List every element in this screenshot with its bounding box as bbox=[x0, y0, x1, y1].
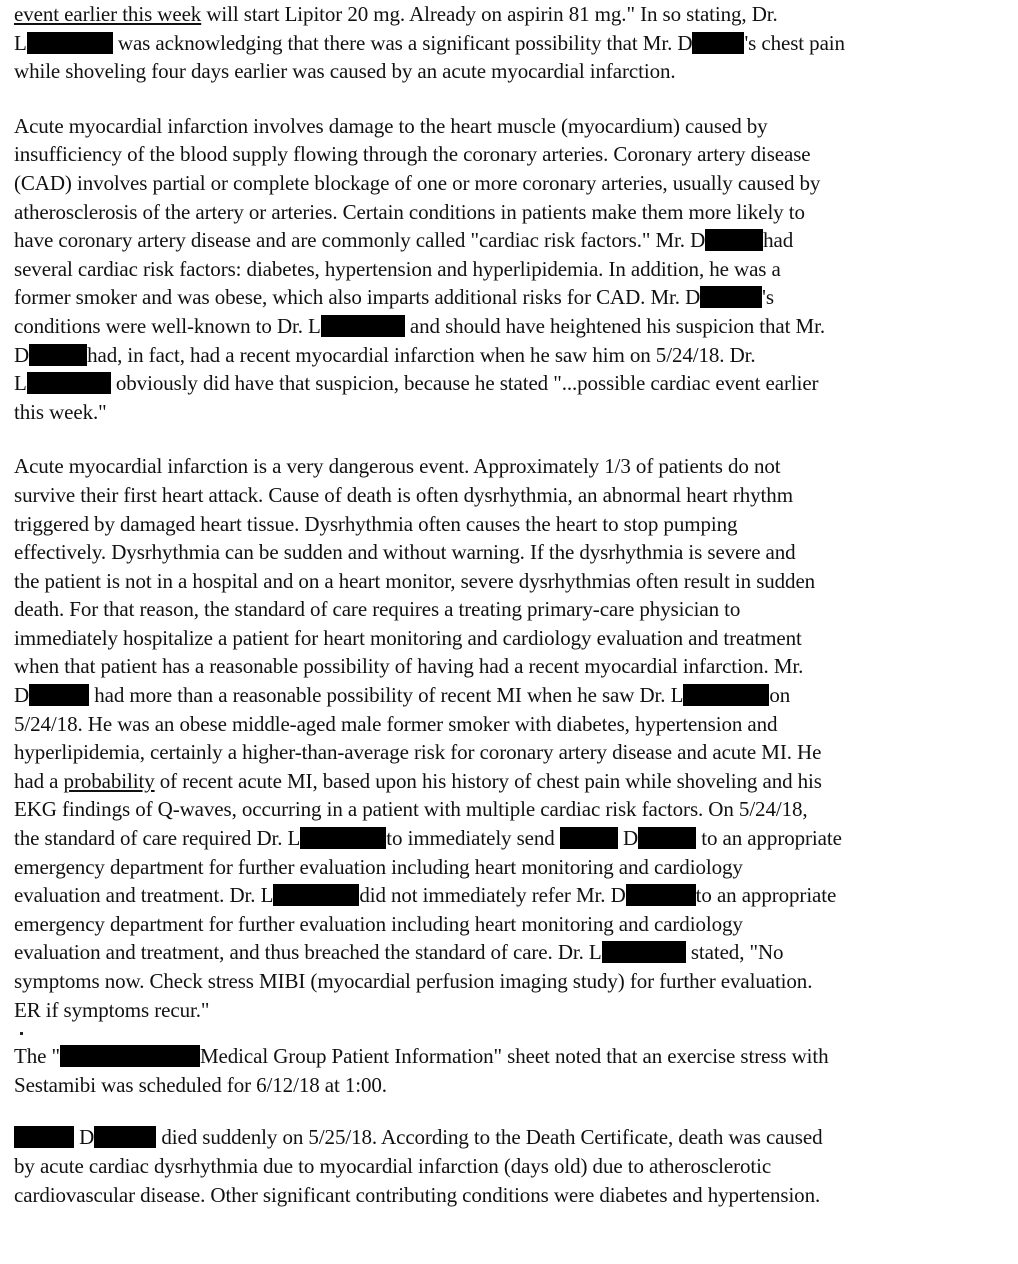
text-line: D had, in fact, had a recent myocardial infarction when he saw him on 5/24/18. Dr. bbox=[14, 342, 756, 367]
text-line: by acute cardiac dysrhythmia due to myocardial infarction (days old) due to atherosclerotic bbox=[14, 1153, 772, 1178]
text-line: death. For that reason, the standard of care requires a treating primary-care physician to bbox=[14, 597, 741, 622]
redaction-box bbox=[700, 286, 762, 308]
text-line: emergency department for further evaluation including heart monitoring and cardiology bbox=[14, 911, 743, 936]
text-line: ER if symptoms recur." bbox=[14, 997, 210, 1022]
stray-mark bbox=[20, 1032, 23, 1035]
redaction-box bbox=[60, 1045, 200, 1067]
text-line: this week." bbox=[14, 399, 107, 424]
redaction-box bbox=[705, 229, 763, 251]
paragraph-2 bbox=[14, 112, 1000, 427]
text-line: conditions were well-known to Dr. L and should have heightened his suspicion that Mr. bbox=[14, 313, 825, 338]
text-line: evaluation and treatment. Dr. L did not immediately refer Mr. D to an appropriate bbox=[14, 883, 837, 908]
text-line: had a probability of recent acute MI, based upon his history of chest pain while shoveling and his bbox=[14, 768, 822, 793]
text-line: EKG findings of Q-waves, occurring in a patient with multiple cardiac risk factors. On 5/24/18, bbox=[14, 797, 808, 822]
paragraph-3 bbox=[14, 452, 1000, 1024]
text-line: Acute myocardial infarction involves damage to the heart muscle (myocardium) caused by bbox=[14, 113, 768, 138]
redaction-box bbox=[638, 827, 696, 849]
text-line: evaluation and treatment, and thus breached the standard of care. Dr. L stated, "No bbox=[14, 940, 784, 965]
text-line: triggered by damaged heart tissue. Dysrhythmia often causes the heart to stop pumping bbox=[14, 511, 738, 536]
stray-mark-row bbox=[14, 1028, 1000, 1042]
underlined-text: event earlier this week bbox=[14, 2, 202, 26]
redaction-box bbox=[683, 684, 769, 706]
text-line: effectively. Dysrhythmia can be sudden and without warning. If the dysrhythmia is severe and bbox=[14, 540, 796, 565]
paragraph-5 bbox=[14, 1123, 1000, 1209]
redaction-box bbox=[692, 32, 744, 54]
redaction-box bbox=[602, 941, 686, 963]
text-line: atherosclerosis of the artery or arteries. Certain conditions in patients make them more likely to bbox=[14, 199, 805, 224]
text-line: when that patient has a reasonable possibility of having had a recent myocardial infarction. Mr. bbox=[14, 654, 804, 679]
text-line: immediately hospitalize a patient for heart monitoring and cardiology evaluation and treatment bbox=[14, 625, 802, 650]
underlined-text: probability bbox=[63, 768, 155, 793]
text-line: (CAD) involves partial or complete blockage of one or more coronary arteries, usually caused by bbox=[14, 170, 821, 195]
text-line: symptoms now. Check stress MIBI (myocardial perfusion imaging study) for further evaluation. bbox=[14, 969, 813, 993]
text-line: the patient is not in a hospital and on a heart monitor, severe dysrhythmias often result in sudden bbox=[14, 568, 816, 593]
redaction-box bbox=[94, 1126, 156, 1148]
text-line: D had more than a reasonable possibility of recent MI when he saw Dr. L on bbox=[14, 683, 791, 708]
redaction-box bbox=[626, 884, 696, 906]
redaction-box bbox=[300, 827, 386, 849]
redaction-box bbox=[27, 372, 111, 394]
text-line: The " Medical Group Patient Information" sheet noted that an exercise stress with bbox=[14, 1044, 829, 1069]
text-line: 5/24/18. He was an obese middle-aged male former smoker with diabetes, hypertension and bbox=[14, 711, 778, 736]
redaction-box bbox=[29, 684, 89, 706]
text-line: L obviously did have that suspicion, because he stated "...possible cardiac event earlier bbox=[14, 371, 819, 396]
redaction-box bbox=[29, 344, 87, 366]
text-line: L was acknowledging that there was a significant possibility that Mr. D 's chest pain bbox=[14, 30, 845, 55]
text-line: former smoker and was obese, which also imparts additional risks for CAD. Mr. D 's bbox=[14, 285, 774, 310]
text-line: Acute myocardial infarction is a very dangerous event. Approximately 1/3 of patients do not bbox=[14, 454, 781, 479]
redaction-box bbox=[27, 32, 113, 54]
text-line: several cardiac risk factors: diabetes, hypertension and hyperlipidemia. In addition, he was a bbox=[14, 256, 781, 281]
text-line: while shoveling four days earlier was caused by an acute myocardial infarction. bbox=[14, 59, 676, 84]
text-line: event earlier this week will start Lipitor 20 mg. Already on aspirin 81 mg." In so stating, Dr. bbox=[14, 2, 778, 26]
redaction-box bbox=[273, 884, 359, 906]
text-line: D died suddenly on 5/25/18. According to the Death Certificate, death was caused bbox=[14, 1123, 1000, 1152]
paragraph-4 bbox=[14, 1042, 1000, 1099]
text-line: hyperlipidemia, certainly a higher-than-average risk for coronary artery disease and acute MI. He bbox=[14, 740, 822, 765]
text-line: cardiovascular disease. Other significant contributing conditions were diabetes and hypertension. bbox=[14, 1182, 821, 1207]
redaction-box bbox=[14, 1126, 74, 1148]
redaction-box bbox=[560, 827, 618, 849]
text-line: have coronary artery disease and are commonly called "cardiac risk factors." Mr. D had bbox=[14, 228, 794, 253]
text-line: the standard of care required Dr. L to immediately send D to an appropriate bbox=[14, 826, 842, 851]
text-line: emergency department for further evaluation including heart monitoring and cardiology bbox=[14, 854, 743, 879]
redaction-box bbox=[321, 315, 405, 337]
text-line: Sestamibi was scheduled for 6/12/18 at 1:00. bbox=[14, 1072, 387, 1097]
paragraph-1 bbox=[14, 0, 1000, 86]
text-line: survive their first heart attack. Cause of death is often dysrhythmia, an abnormal heart rhythm bbox=[14, 482, 793, 507]
text-line: insufficiency of the blood supply flowing through the coronary arteries. Coronary artery disease bbox=[14, 142, 811, 167]
document-page bbox=[14, 0, 1000, 1209]
